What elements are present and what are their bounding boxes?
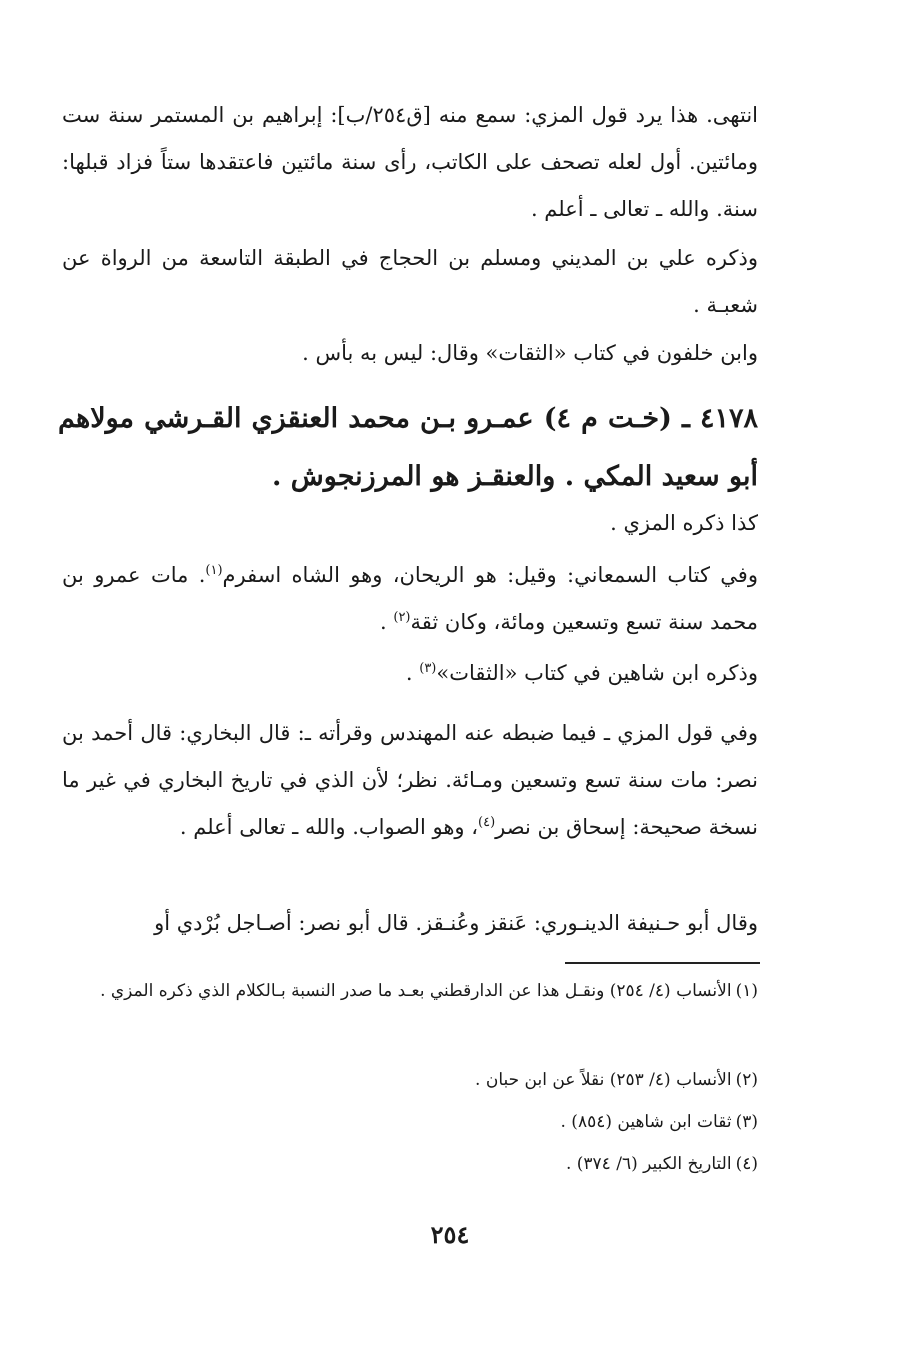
footnote-4-number: (٤) xyxy=(735,1154,758,1174)
paragraph-samani-text-a: وفي كتاب السمعاني: وقيل: هو الريحان، وهو الشاه اسفرم xyxy=(222,563,758,587)
footnote-ref-2[interactable]: (٢) xyxy=(393,610,411,625)
footnote-1 xyxy=(62,970,758,1012)
footnote-1-number: (١) xyxy=(735,981,758,1001)
footnote-ref-1[interactable]: (١) xyxy=(205,563,223,578)
paragraph-ibn-shahin-text: وذكره ابن شاهين في كتاب «الثقات» xyxy=(436,661,758,685)
paragraph-ibn-shahin xyxy=(62,650,758,697)
footnote-3-text: ثقات ابن شاهين (٨٥٤) . xyxy=(560,1112,732,1132)
paragraph-dinawari: وقال أبو حـنيفة الدينـوري: عَنقز وعُنـقز. قال أبو نصر: أصـاجل بُرْدي أو xyxy=(154,911,758,935)
entry-heading: ٤١٧٨ ـ (خـت م ٤) عمـرو بـن محمد العنقزي القـرشي مولاهم أبو سعيد المكي . والعنقـز هو المرزنجوش . xyxy=(58,403,758,492)
paragraph-bukhari-text-b: ، وهو الصواب. والله ـ تعالى أعلم . xyxy=(179,815,478,839)
paragraph-ibn-shahin-end: . xyxy=(405,661,420,685)
page-number: ٢٥٤ xyxy=(430,1220,470,1249)
paragraph-samani-text-c: . xyxy=(380,610,394,634)
paragraph-bukhari-text-a: وفي قول المزي ـ فيما ضبطه عنه المهندس وقرأته ـ: قال البخاري: قال أحمد بن نصر: مات سنة تسع وتسعين ومـائة. نظر؛ لأن الذي في تاريخ البخاري في غير ما نسخة صحيحة: إسحاق بن نصر xyxy=(62,721,758,839)
paragraph-samani xyxy=(62,552,758,646)
footnote-2 xyxy=(62,1059,758,1101)
paragraph-intro: انتهى. هذا يرد قول المزي: سمع منه [ق٢٥٤/ب]: إبراهيم بن المستمر سنة ست ومائتين. أول لعله تصحف على الكاتب، رأى سنة مائتين فاعتقدها ستاً فزاد قبلها: سنة. والله ـ تعالى ـ أعلم . xyxy=(62,103,758,221)
paragraph-bukhari xyxy=(62,710,758,851)
paragraph-mizzi-note: كذا ذكره المزي . xyxy=(610,511,758,535)
footnote-2-number: (٢) xyxy=(735,1070,758,1090)
footnote-ref-3[interactable]: (٣) xyxy=(419,661,437,676)
footnote-3 xyxy=(62,1101,758,1143)
footnote-3-number: (٣) xyxy=(735,1112,758,1132)
footnote-2-text: الأنساب (٤/ ٢٥٣) نقلاً عن ابن حبان . xyxy=(475,1070,732,1090)
paragraph-ibn-madini: وذكره علي بن المديني ومسلم بن الحجاج في الطبقة التاسعة من الرواة عن شعبـة . xyxy=(62,246,758,317)
paragraph-ibn-khalfun: وابن خلفون في كتاب «الثقات» وقال: ليس به بأس . xyxy=(302,341,758,365)
footnote-4-text: التاريخ الكبير (٦/ ٣٧٤) . xyxy=(565,1154,732,1174)
footnote-ref-4[interactable]: (٤) xyxy=(478,815,496,830)
paragraph-samani-text-b: . مات عمرو بن محمد سنة تسع وتسعين ومائة، وكان ثقة xyxy=(62,563,758,634)
footnote-1-text: الأنساب (٤/ ٢٥٤) ونقـل هذا عن الدارقطني بعـد ما صدر النسبة بـالكلام الذي ذكره المزي . xyxy=(100,981,732,1001)
footnote-divider xyxy=(565,962,760,964)
footnote-4 xyxy=(62,1143,758,1185)
